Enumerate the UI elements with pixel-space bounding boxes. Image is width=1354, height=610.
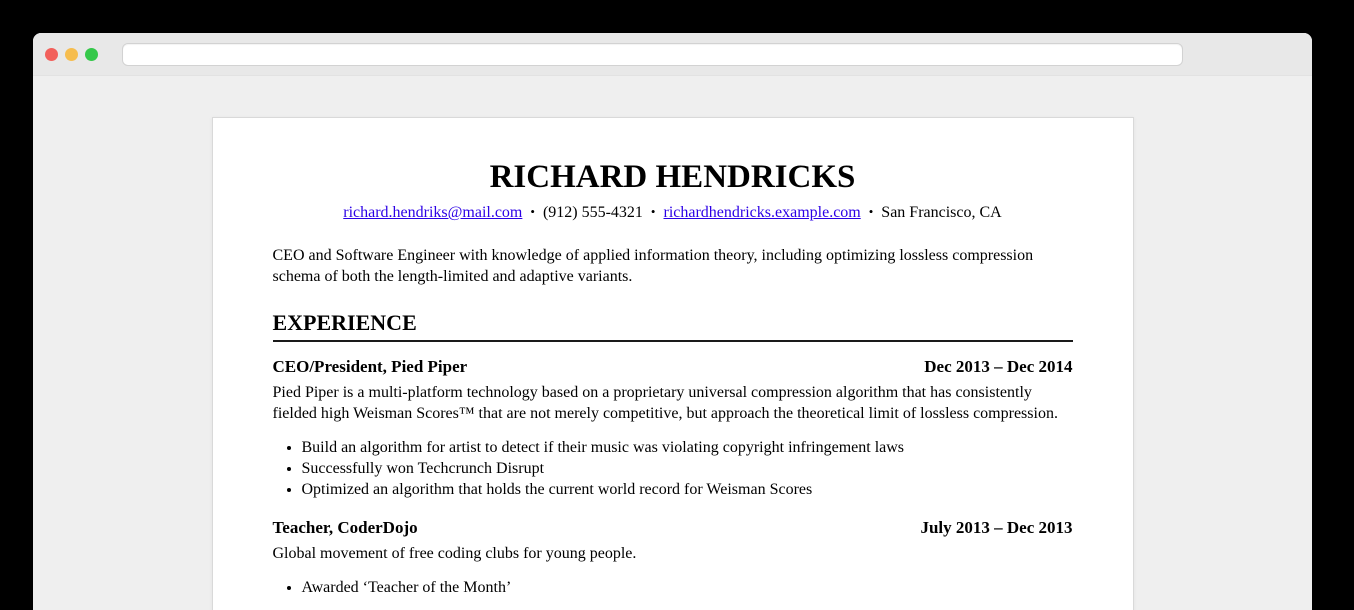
job-header [273, 517, 1073, 539]
close-window-button[interactable] [45, 48, 58, 61]
resume-document [212, 117, 1134, 610]
zoom-window-button[interactable] [85, 48, 98, 61]
location-text: San Francisco, CA [881, 204, 1002, 221]
email-link[interactable]: richard.hendriks@mail.com [343, 204, 523, 221]
job-header [273, 356, 1073, 378]
traffic-lights [45, 48, 98, 61]
job-title: CEO/President, Pied Piper [272, 357, 468, 376]
resume-name-heading: RICHARD HENDRICKS [489, 159, 856, 195]
job-bullet: • Build an algorithm for artist to detect if their music was violating copyright infringement laws [302, 437, 1073, 458]
contact-separator: • [530, 204, 535, 219]
url-address-bar[interactable] [122, 43, 1183, 66]
job-dates: July 2013 – Dec 2013 [920, 518, 1073, 537]
contact-separator: • [868, 204, 874, 219]
job-description: Global movement of free coding clubs for young people. [272, 545, 637, 562]
browser-chrome-bar [33, 33, 1312, 76]
contact-line [273, 202, 1073, 223]
browser-viewport [33, 76, 1312, 610]
browser-window [33, 33, 1312, 610]
job-entry [273, 517, 1073, 598]
job-bullet-list [273, 577, 1073, 598]
job-bullet: • Awarded ‘Teacher of the Month’ [302, 577, 1073, 598]
job-bullet-list [273, 437, 1073, 500]
website-link[interactable]: richardhendricks.example.com [663, 204, 861, 221]
job-bullet: • Successfully won Techcrunch Disrupt [302, 458, 1073, 479]
minimize-window-button[interactable] [65, 48, 78, 61]
job-description: Pied Piper is a multi-platform technology based on a proprietary universal compression algorithm that has consistently fielded high Weisman Scores™ that are not merely competitive, but approach the theoretical limit of lossless compression. [272, 384, 1058, 422]
contact-separator: • [650, 204, 656, 219]
job-dates: Dec 2013 – Dec 2014 [924, 357, 1073, 376]
summary-paragraph: CEO and Software Engineer with knowledge of applied information theory, including optimizing lossless compression schema of both the length-limited and adaptive variants. [272, 247, 1034, 285]
job-entry [273, 356, 1073, 500]
phone-number: (912) 555-4321 [542, 204, 643, 221]
experience-section-heading: EXPERIENCE [273, 311, 1073, 342]
job-bullet: • Optimized an algorithm that holds the current world record for Weisman Scores [302, 479, 1073, 500]
job-title: Teacher, CoderDojo [272, 518, 418, 537]
